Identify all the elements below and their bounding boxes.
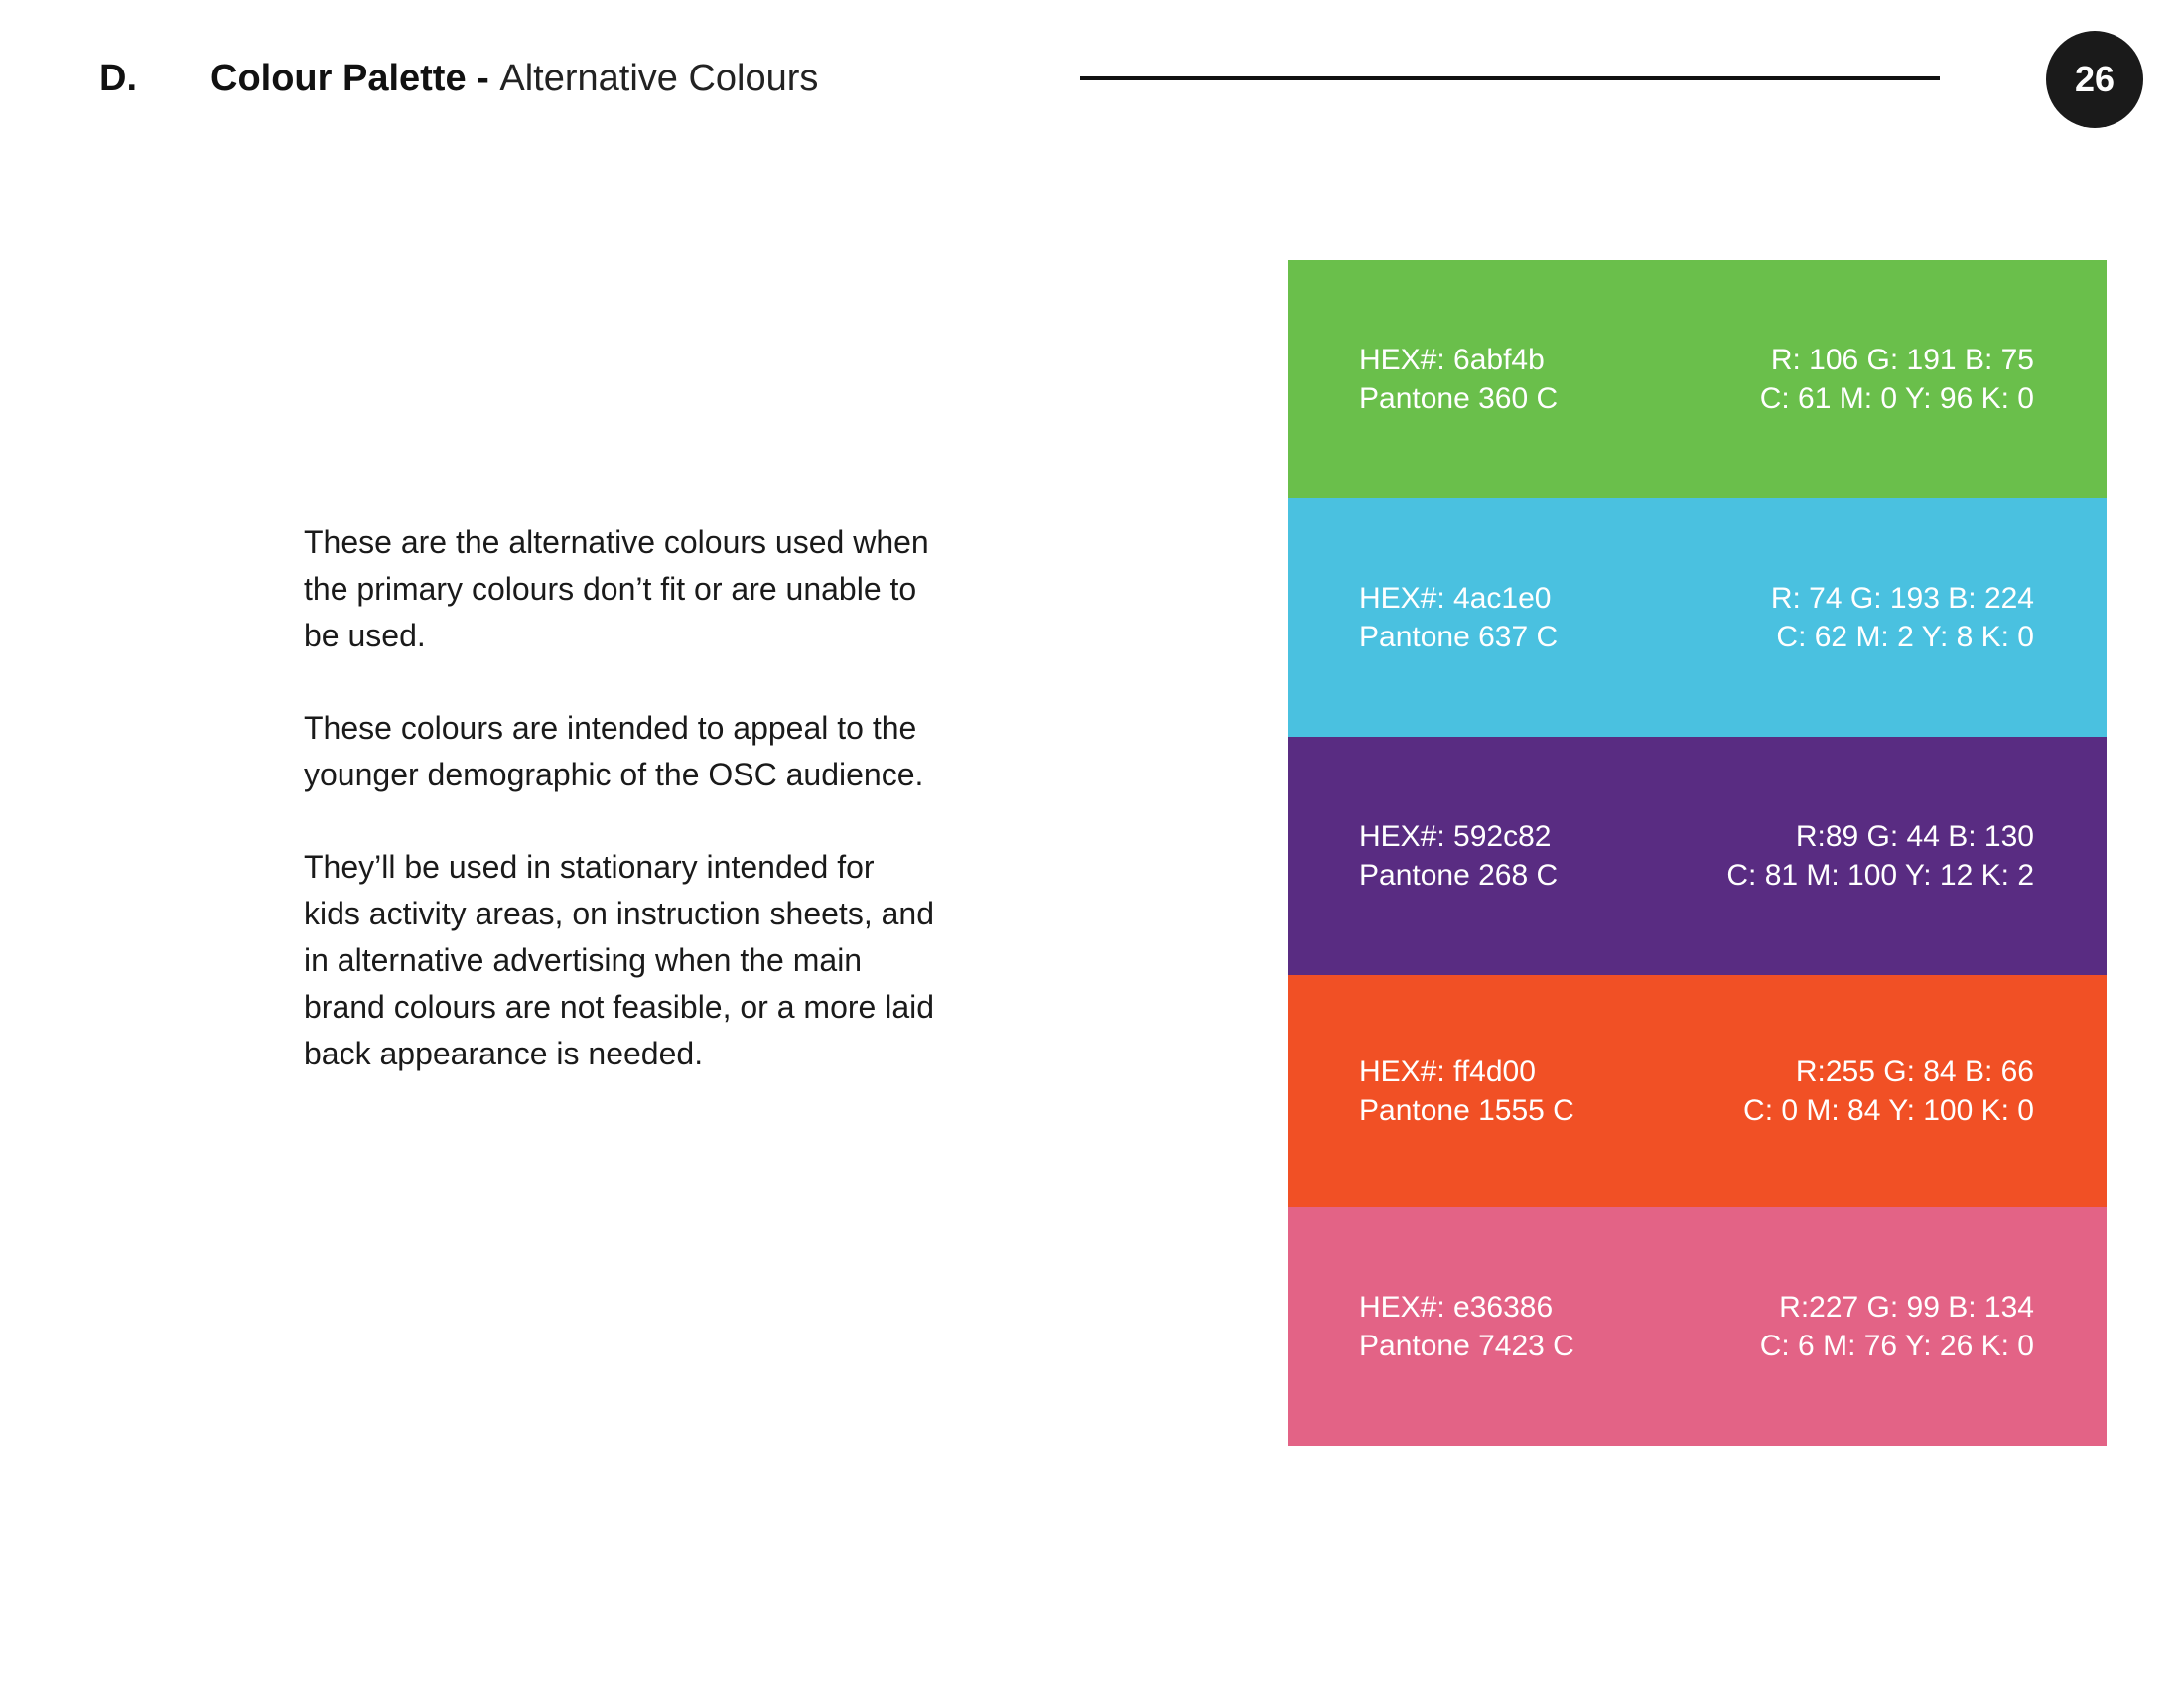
swatch-hex: HEX#: e36386 bbox=[1359, 1291, 1554, 1324]
swatch-hex: HEX#: 6abf4b bbox=[1359, 344, 1545, 376]
colour-swatch-purple bbox=[1288, 737, 2107, 975]
swatch-hex: HEX#: 4ac1e0 bbox=[1359, 582, 1552, 615]
section-letter: D. bbox=[99, 58, 137, 99]
page-title bbox=[210, 55, 818, 102]
page-title-light: Alternative Colours bbox=[499, 58, 819, 99]
swatch-codes-right bbox=[1726, 817, 2034, 895]
swatch-rgb: R:89 G: 44 B: 130 bbox=[1795, 820, 2034, 853]
swatch-pantone: Pantone 1555 C bbox=[1359, 1094, 1574, 1127]
swatch-rgb: R:255 G: 84 B: 66 bbox=[1795, 1055, 2034, 1088]
swatch-pantone: Pantone 7423 C bbox=[1359, 1330, 1574, 1362]
swatch-cmyk: C: 61 M: 0 Y: 96 K: 0 bbox=[1759, 382, 2034, 415]
description-paragraph: These are the alternative colours used when the primary colours don’t fit or are unable to be used. bbox=[304, 524, 929, 653]
page-header bbox=[0, 0, 2184, 159]
colour-swatch-blue bbox=[1288, 498, 2107, 737]
colour-swatch-list bbox=[1288, 260, 2107, 1446]
swatch-codes-left bbox=[1359, 579, 1558, 656]
swatch-codes-right bbox=[1760, 1288, 2034, 1365]
swatch-cmyk: C: 62 M: 2 Y: 8 K: 0 bbox=[1776, 621, 2034, 653]
description-paragraph: They’ll be used in stationary intended for kids activity areas, on instruction sheets, and in alternative advertising when the main brand colours are not feasible, or a more laid back appearance is needed. bbox=[304, 849, 935, 1071]
swatch-rgb: R: 106 G: 191 B: 75 bbox=[1770, 344, 2034, 376]
page-number-badge: 26 bbox=[2046, 31, 2143, 128]
swatch-pantone: Pantone 268 C bbox=[1359, 859, 1559, 892]
swatch-rgb: R:227 G: 99 B: 134 bbox=[1779, 1291, 2034, 1324]
swatch-hex: HEX#: 592c82 bbox=[1359, 820, 1552, 853]
swatch-codes-left bbox=[1359, 341, 1558, 418]
swatch-cmyk: C: 81 M: 100 Y: 12 K: 2 bbox=[1726, 859, 2034, 892]
swatch-cmyk: C: 0 M: 84 Y: 100 K: 0 bbox=[1743, 1094, 2034, 1127]
swatch-cmyk: C: 6 M: 76 Y: 26 K: 0 bbox=[1759, 1330, 2034, 1362]
swatch-codes-left bbox=[1359, 817, 1558, 895]
swatch-codes-right bbox=[1743, 1053, 2034, 1130]
colour-swatch-orange bbox=[1288, 975, 2107, 1207]
header-rule bbox=[1080, 76, 1940, 80]
description-text bbox=[304, 519, 939, 1123]
swatch-hex: HEX#: ff4d00 bbox=[1359, 1055, 1536, 1088]
swatch-codes-left bbox=[1359, 1288, 1574, 1365]
page-title-bold: Colour Palette - bbox=[210, 58, 500, 99]
colour-swatch-pink bbox=[1288, 1207, 2107, 1446]
swatch-rgb: R: 74 G: 193 B: 224 bbox=[1770, 582, 2034, 615]
description-paragraph: These colours are intended to appeal to the younger demographic of the OSC audience. bbox=[304, 710, 924, 792]
colour-swatch-green bbox=[1288, 260, 2107, 498]
swatch-codes-right bbox=[1760, 341, 2034, 418]
swatch-codes-left bbox=[1359, 1053, 1574, 1130]
swatch-pantone: Pantone 360 C bbox=[1359, 382, 1559, 415]
swatch-codes-right bbox=[1771, 579, 2034, 656]
swatch-pantone: Pantone 637 C bbox=[1359, 621, 1559, 653]
